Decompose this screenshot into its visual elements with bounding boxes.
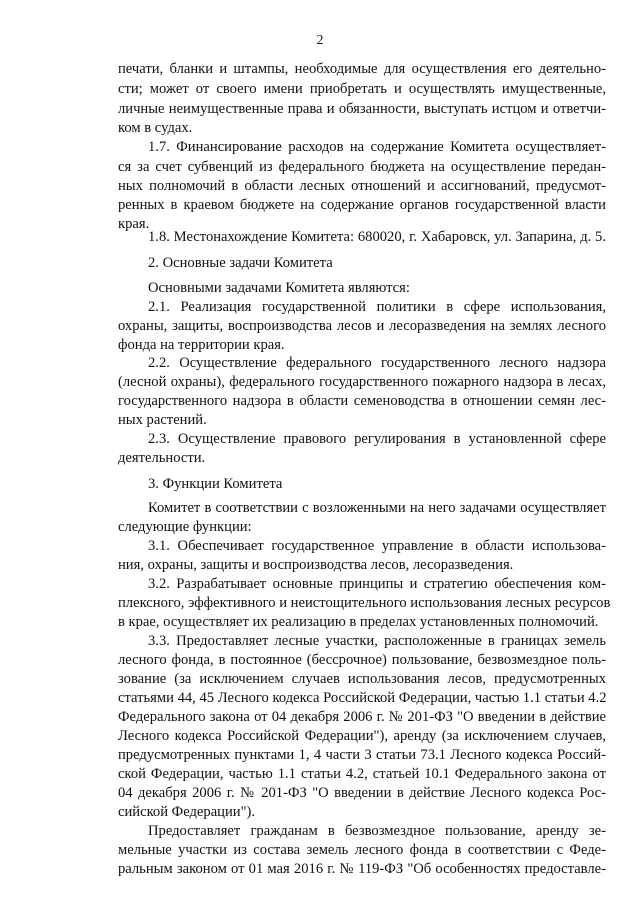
text-line: 3. Функции Комитета bbox=[148, 476, 283, 492]
text-line: предусмотренных пунктами 1, 4 части 3 статьи 73.1 Лесного кодекса Россий- bbox=[118, 747, 606, 763]
page-number: 2 bbox=[316, 33, 324, 48]
text-line: в крае, осуществляет их реализацию в пределах установленных полномочий. bbox=[118, 614, 599, 630]
text-line: 3.3. Предоставляет лесные участки, расположенные в границах земель bbox=[148, 633, 606, 649]
text-line: охраны, защиты, воспроизводства лесов и лесоразведения на землях лесного bbox=[118, 318, 606, 334]
text-line: (лесной охраны), федерального государственного пожарного надзора в лесах, bbox=[118, 374, 606, 390]
text-line: 2.1. Реализация государственной политики в сфере использования, bbox=[148, 299, 606, 315]
text-line: ком в судах. bbox=[118, 120, 193, 136]
text-line: 3.1. Обеспечивает государственное управление в области использова- bbox=[148, 538, 606, 554]
text-line: 2.3. Осуществление правового регулирования в установленной сфере bbox=[148, 431, 606, 447]
text-line: 2.2. Осуществление федерального государственного лесного надзора bbox=[148, 355, 606, 371]
text-line: деятельности. bbox=[118, 450, 206, 466]
text-line: лесного фонда, в постоянное (бессрочное) пользование, безвозмездное поль- bbox=[118, 652, 606, 668]
text-line: ных полномочий в области лесных отношений и ассигнований, предусмот- bbox=[118, 178, 606, 194]
text-line: фонда на территории края. bbox=[118, 337, 285, 353]
text-line: Федерального закона от 04 декабря 2006 г. № 201-ФЗ "О введении в действие bbox=[118, 709, 606, 725]
text-line: 04 декабря 2006 г. № 201-ФЗ "О введении в действие Лесного кодекса Рос- bbox=[118, 785, 606, 801]
text-line: сти; может от своего имени приобретать и осуществлять имущественные, bbox=[118, 81, 606, 97]
text-line: статьями 44, 45 Лесного кодекса Российской Федерации, частью 1.1 статьи 4.2 bbox=[118, 690, 607, 706]
text-line: зование (за исключением случаев использования лесов, предусмотренных bbox=[118, 671, 606, 687]
text-line: Лесного кодекса Российской Федерации"), аренду (за исключением случаев, bbox=[118, 728, 606, 744]
text-line: сийской Федерации"). bbox=[118, 804, 256, 820]
text-line: плексного, эффективного и неистощительного использования лесных ресурсов bbox=[118, 595, 611, 611]
text-line: 1.8. Местонахождение Комитета: 680020, г. Хабаровск, ул. Запарина, д. 5. bbox=[148, 229, 606, 245]
text-line: края. bbox=[118, 216, 150, 232]
text-line: ных растений. bbox=[118, 412, 207, 428]
text-line: мельные участки из состава земель лесного фонда в соответствии с Феде- bbox=[118, 842, 606, 858]
text-line: 1.7. Финансирование расходов на содержание Комитета осуществляет- bbox=[148, 139, 606, 155]
text-line: Основными задачами Комитета являются: bbox=[148, 280, 410, 296]
text-line: 3.2. Разрабатывает основные принципы и стратегию обеспечения ком- bbox=[148, 576, 606, 592]
text-line: Комитет в соответствии с возложенными на него задачами осуществляет bbox=[148, 500, 606, 516]
text-line: государственного надзора в области семеноводства в отношении семян лес- bbox=[118, 393, 606, 409]
text-line: печати, бланки и штампы, необходимые для осуществления его деятельно- bbox=[118, 61, 606, 77]
text-line: Предоставляет гражданам в безвозмездное пользование, аренду зе- bbox=[148, 823, 606, 839]
text-line: ской Федерации, частью 1.1 статьи 4.2, статьей 10.1 Федерального закона от bbox=[118, 766, 606, 782]
text-line: ральным законом от 01 мая 2016 г. № 119-ФЗ "Об особенностях предоставле- bbox=[118, 861, 606, 877]
text-line: 2. Основные задачи Комитета bbox=[148, 255, 333, 271]
text-line: ренных в краевом бюджете на содержание органов государственной власти bbox=[118, 197, 606, 213]
text-line: следующие функции: bbox=[118, 519, 252, 535]
text-line: личные неимущественные права и обязанности, выступать истцом и ответчи- bbox=[118, 101, 606, 117]
text-line: ся за счет субвенций из федерального бюджета на осуществление передан- bbox=[118, 159, 606, 175]
text-line: ния, охраны, защиты и воспроизводства лесов, лесоразведения. bbox=[118, 557, 514, 573]
